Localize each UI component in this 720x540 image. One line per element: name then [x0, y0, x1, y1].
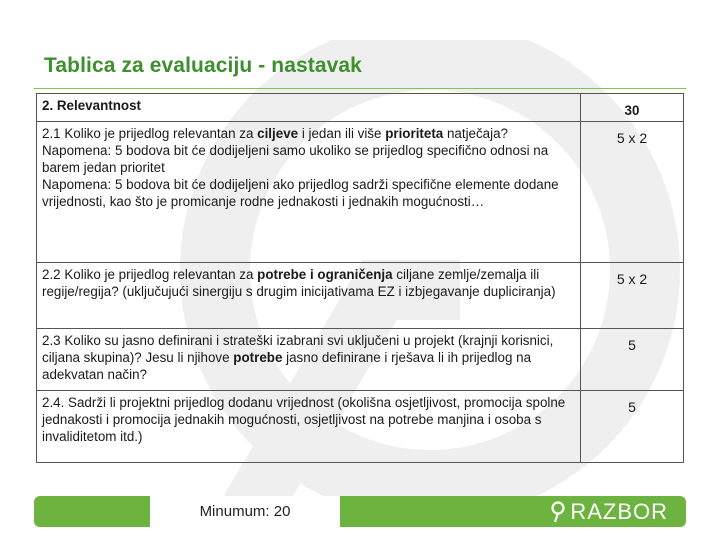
table-row	[37, 122, 684, 263]
table-row	[37, 263, 684, 329]
title-divider	[34, 88, 686, 89]
page-title: Tablica za evaluaciju - nastavak	[44, 54, 362, 77]
score-2-1: 5 x 2	[581, 122, 684, 263]
section-score: 30	[581, 94, 684, 122]
section-label: 2. Relevantnost	[37, 94, 581, 122]
table-row	[37, 329, 684, 391]
criterion-2-1	[37, 122, 581, 263]
score-2-3: 5	[581, 329, 684, 391]
evaluation-table	[36, 93, 684, 463]
criterion-2-2: 2.2 Koliko je prijedlog relevantan za potrebe i ograničenja ciljane zemlje/zemalja ili regije/regija? (uključujući sinergiju s drugim inicijativama EZ i izbjegavanje dupliciranja)	[37, 263, 581, 329]
table-header-row	[37, 94, 684, 122]
note-2-1-b: Napomena: 5 bodova bit će dodijeljeni ako prijedlog sadrži specifične elemente dodane vrijednosti, kao što je promicanje rodne jednakosti i jednakih mogućnosti…	[42, 177, 559, 209]
razbor-logo-icon	[550, 501, 566, 523]
brand-name: RAZBOR	[570, 498, 668, 524]
criterion-2-4: 2.4. Sadrži li projektni prijedlog dodanu vrijednost (okolišna osjetljivost, promocija spolne jednakosti i promocija jednakih mogućnosti, osjetljivost na potrebe manjina i osoba s invaliditetom itd.)	[37, 391, 581, 463]
table-row	[37, 391, 684, 463]
score-2-4: 5	[581, 391, 684, 463]
note-2-1-a: Napomena: 5 bodova bit će dodijeljeni samo ukoliko se prijedlog specifično odnosi na barem jedan prioritet	[42, 143, 549, 175]
minimum-score-label: Minumum: 20	[150, 496, 340, 527]
question-2-1: 2.1 Koliko je prijedlog relevantan za ciljeve i jedan ili više prioriteta natječaja?	[42, 126, 509, 141]
footer-bar	[34, 496, 686, 527]
criterion-2-3: 2.3 Koliko su jasno definirani i strateški izabrani svi uključeni u projekt (krajnji korisnici, ciljana skupina)? Jesu li njihove potrebe jasno definirane i rješava li ih prijedlog na adekvatan način?	[37, 329, 581, 391]
brand-logo	[550, 496, 668, 527]
score-2-2: 5 x 2	[581, 263, 684, 329]
